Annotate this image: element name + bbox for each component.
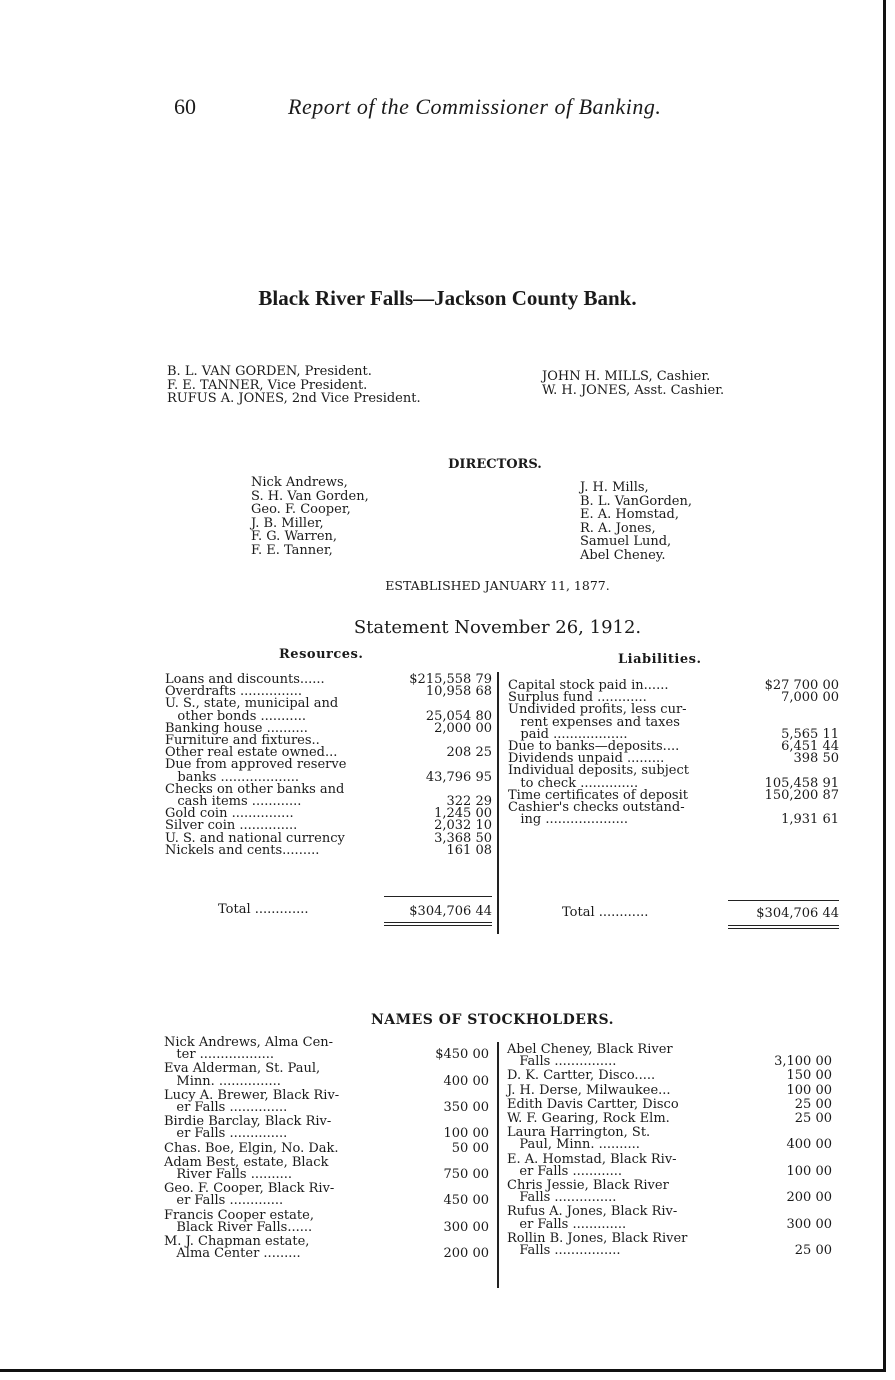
stockholder-row: Nick Andrews, Alma Cen- ter .................. $450 00 — [164, 1035, 489, 1063]
director-name: S. H. Van Gorden, — [251, 488, 369, 504]
liability-row: Dividends unpaid ......... 398 50 — [508, 751, 839, 767]
stockholders-left — [164, 1037, 489, 1262]
resources-total-label: Total ............. — [218, 902, 309, 917]
stockholder-row: Adam Best, estate, Black River Falls .......... 750 00 — [164, 1154, 489, 1183]
stockholder-row: Laura Harrington, St. Paul, Minn. .......... 400 00 — [507, 1125, 832, 1153]
resources-table — [165, 674, 492, 857]
director-name: E. A. Homstad, — [580, 507, 679, 522]
resource-row: Overdrafts ............... 10,958 68 — [165, 684, 492, 700]
bank-title: Black River Falls—Jackson County Bank. — [258, 286, 637, 310]
page-number: 60 — [174, 94, 196, 119]
resource-row: Loans and discounts...... $215,558 79 — [165, 672, 492, 687]
liability-row: Individual deposits, subject to check .............. 105,458 91 — [508, 763, 839, 791]
resources-heading: Resources. — [279, 647, 364, 662]
stockholder-row: Lucy A. Brewer, Black Riv- er Falls .............. 350 00 — [164, 1087, 489, 1116]
stockholder-row: Birdie Barclay, Black Riv- er Falls .............. 100 00 — [164, 1114, 489, 1142]
liabilities-total-label: Total ............ — [562, 905, 649, 920]
stockholder-row: M. J. Chapman estate, Alma Center ......... 200 00 — [164, 1234, 489, 1262]
resource-row: Checks on other banks and cash items ............ 322 29 — [165, 781, 492, 810]
director-name: R. A. Jones, — [580, 520, 656, 536]
stockholder-row: Eva Alderman, St. Paul, Minn. ............... 400 00 — [164, 1061, 489, 1089]
page-edge-bottom — [0, 1369, 886, 1372]
resource-row: U. S., state, municipal and other bonds ........... 25,054 80 — [165, 696, 492, 724]
director-name: J. B. Miller, — [251, 515, 324, 531]
liability-row: Due to banks—deposits.... 6,451 44 — [508, 739, 839, 755]
officer-line: B. L. VAN GORDEN, President. — [167, 364, 372, 379]
officers-left — [167, 365, 421, 406]
resource-row: U. S. and national currency 3,368 50 — [165, 830, 492, 846]
resources-total-amount: $304,706 44 — [409, 904, 492, 919]
stockholder-row: Geo. F. Cooper, Black Riv- er Falls ............. 450 00 — [164, 1181, 489, 1209]
officer-line: JOHN H. MILLS, Cashier. — [542, 369, 711, 384]
director-name: J. H. Mills, — [580, 480, 649, 495]
directors-right — [580, 481, 692, 562]
officer-line: F. E. TANNER, Vice President. — [167, 377, 368, 393]
stockholder-row: D. K. Cartter, Disco..... 150 00 — [507, 1068, 832, 1084]
liability-row: Cashier's checks outstand- ing .................... 1,931 61 — [508, 800, 839, 828]
director-name: Geo. F. Cooper, — [251, 502, 351, 517]
resource-row: Other real estate owned... 208 25 — [165, 745, 492, 761]
directors-heading: DIRECTORS. — [448, 457, 542, 472]
page-edge-right — [883, 0, 886, 1372]
stockholder-row: Chas. Boe, Elgin, No. Dak. 50 00 — [164, 1140, 489, 1156]
director-name: Samuel Lund, — [580, 534, 672, 549]
liability-row: Surplus fund ............ 7,000 00 — [508, 690, 839, 706]
resource-row: Silver coin .............. 2,032 10 — [165, 818, 492, 834]
stockholder-row: W. F. Gearing, Rock Elm. 25 00 — [507, 1111, 832, 1127]
stockholder-row: Rufus A. Jones, Black Riv- er Falls ............. 300 00 — [507, 1204, 832, 1232]
resource-row: Gold coin ............... 1,245 00 — [165, 806, 492, 822]
liability-row: Time certificates of deposit 150,200 87 — [508, 787, 839, 803]
officer-line: RUFUS A. JONES, 2nd Vice President. — [167, 391, 421, 406]
liabilities-total-amount: $304,706 44 — [756, 906, 839, 921]
stockholder-row: E. A. Homstad, Black Riv- er Falls ............ 100 00 — [507, 1151, 832, 1179]
resource-row: Due from approved reserve banks ................... 43,796 95 — [165, 757, 492, 785]
resource-row: Furniture and fixtures.. — [165, 733, 320, 749]
stockholder-row: Rollin B. Jones, Black River Falls ................ 25 00 — [507, 1230, 832, 1259]
stockholder-row: Francis Cooper estate, Black River Falls...... 300 00 — [164, 1207, 489, 1235]
established-line: ESTABLISHED JANUARY 11, 1877. — [385, 578, 610, 593]
rule — [728, 900, 839, 901]
stockholders-right — [507, 1044, 832, 1259]
liability-row: Capital stock paid in...... $27 700 00 — [508, 678, 839, 693]
resource-row: Nickels and cents......... 161 08 — [165, 842, 492, 858]
officers-right — [542, 370, 724, 397]
statement-title: Statement November 26, 1912. — [353, 617, 642, 638]
liability-row: Undivided profits, less cur- rent expenses and taxes paid .................. 5,565 11 — [508, 702, 839, 742]
stockholders-heading: NAMES OF STOCKHOLDERS. — [370, 1012, 615, 1028]
stockholder-row: Abel Cheney, Black River Falls ............... 3,100 00 — [507, 1042, 832, 1070]
resource-row: Banking house .......... 2,000 00 — [165, 720, 492, 736]
rule — [384, 896, 492, 897]
stockholder-row: Edith Davis Cartter, Disco 25 00 — [507, 1096, 832, 1112]
officer-line: W. H. JONES, Asst. Cashier. — [542, 382, 725, 398]
director-name: Nick Andrews, — [251, 475, 348, 490]
director-name: Abel Cheney. — [580, 547, 666, 563]
stockholder-row: J. H. Derse, Milwaukee... 100 00 — [507, 1082, 832, 1098]
director-name: F. E. Tanner, — [251, 542, 333, 558]
director-name: B. L. VanGorden, — [580, 493, 692, 509]
director-name: F. G. Warren, — [251, 529, 338, 544]
liabilities-heading: Liabilities. — [618, 652, 702, 667]
rule — [384, 922, 492, 926]
rule — [728, 925, 839, 929]
column-divider — [497, 672, 499, 934]
liabilities-table — [508, 680, 839, 826]
running-title: Report of the Commissioner of Banking. — [288, 94, 662, 119]
stockholder-row: Chris Jessie, Black River Falls ............... 200 00 — [507, 1178, 832, 1206]
directors-left — [251, 476, 369, 557]
column-divider — [497, 1042, 499, 1288]
